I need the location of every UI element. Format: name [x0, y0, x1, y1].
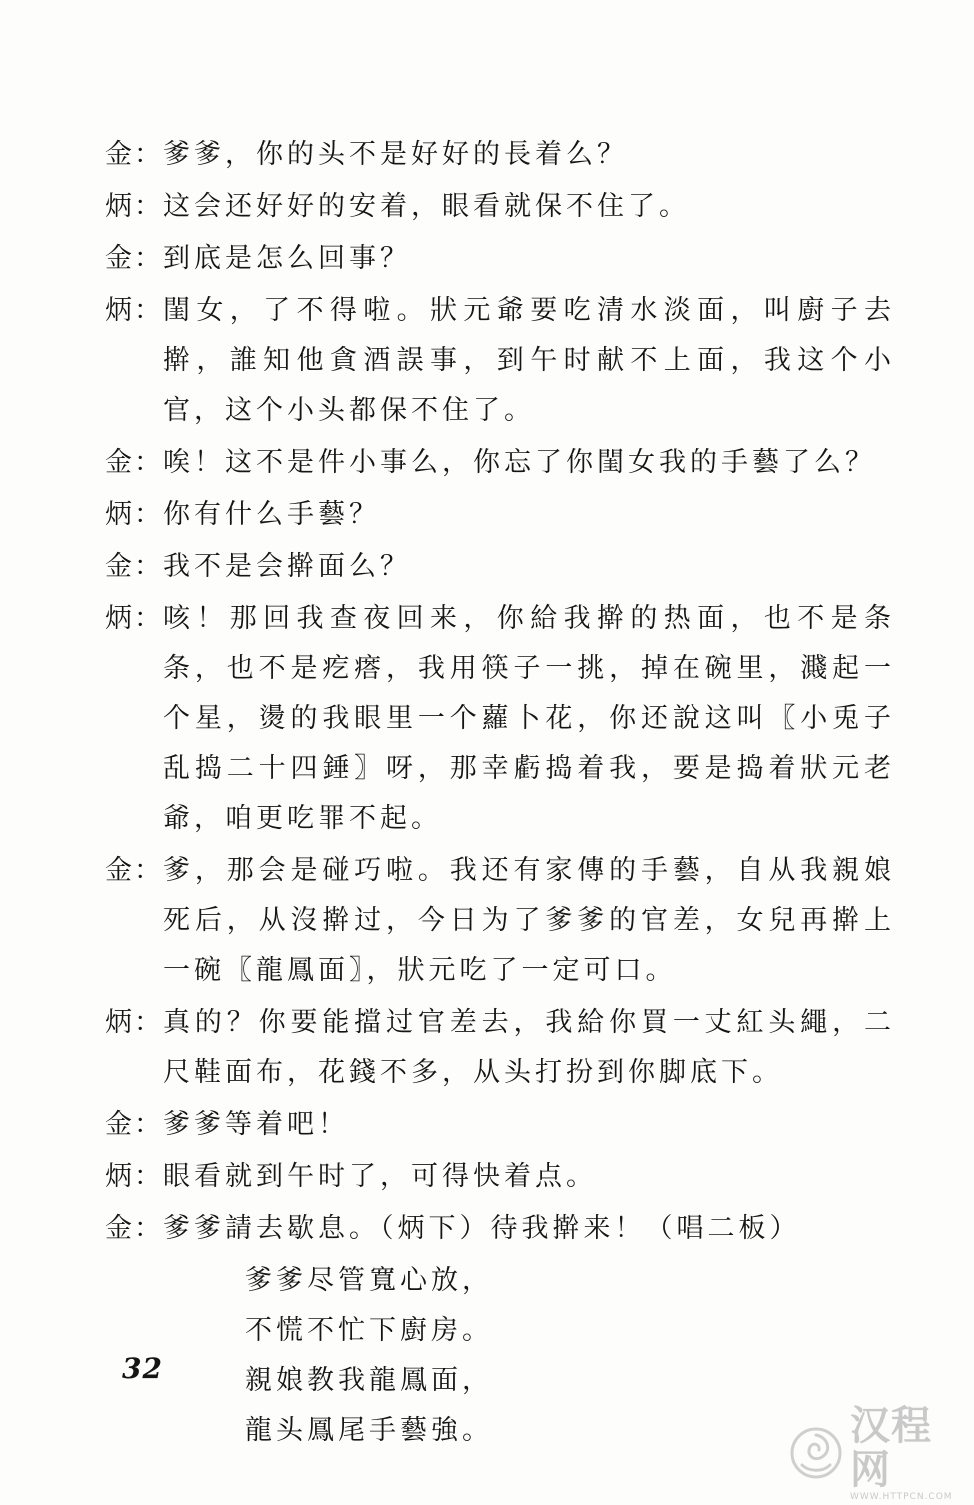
song-line: 親娘教我龍鳳面， — [245, 1365, 493, 1396]
speech-text: 真的？你要能擋过官差去，我給你買一丈紅头繩，二尺鞋面布，花錢不多，从头打扮到你脚底下。 — [163, 1007, 895, 1088]
dialogue-line — [105, 234, 895, 284]
speech-text: 爹爹請去歇息。（炳下）待我擀来！（唱二板） — [163, 1213, 801, 1244]
speech-text: 唉！这不是件小事么，你忘了你閨女我的手藝了么？ — [163, 447, 876, 478]
song-line: 龍头鳳尾手藝強。 — [245, 1415, 493, 1446]
speaker-label: 炳： — [105, 295, 163, 326]
speaker-label: 金： — [105, 1213, 163, 1244]
speaker-label: 金： — [105, 139, 163, 170]
dialogue-line — [105, 998, 895, 1098]
script-text — [105, 130, 895, 1456]
speech-text: 閨女，了不得啦。狀元爺要吃清水淡面，叫廚子去擀，誰知他貪酒誤事，到午时献不上面，我这个小官，这个小头都保不住了。 — [163, 295, 895, 426]
speech-text: 你有什么手藝？ — [163, 499, 380, 530]
dialogue-line — [105, 846, 895, 996]
dialogue-line — [105, 1204, 895, 1254]
speaker-label: 炳： — [105, 191, 163, 222]
dialogue-line — [105, 438, 895, 488]
speech-text: 爹爹等着吧！ — [163, 1109, 349, 1140]
dialogue-line — [105, 182, 895, 232]
dialogue-line — [105, 130, 895, 180]
song-line: 不慌不忙下廚房。 — [245, 1315, 493, 1346]
speech-text: 这会还好好的安着，眼看就保不住了。 — [163, 191, 690, 222]
dialogue-line — [105, 1100, 895, 1150]
dialogue-line — [105, 1152, 895, 1202]
speaker-label: 金： — [105, 855, 163, 886]
watermark-name: 汉程网 — [850, 1403, 932, 1493]
speech-text: 爹，那会是碰巧啦。我还有家傳的手藝，自从我親娘死后，从沒擀过，今日为了爹爹的官差，女兒再擀上一碗〖龍鳳面〗，狀元吃了一定可口。 — [163, 855, 895, 986]
dialogue-line — [105, 490, 895, 540]
speech-text: 眼看就到午时了，可得快着点。 — [163, 1161, 597, 1192]
speaker-label: 金： — [105, 551, 163, 582]
swirl-logo-icon — [788, 1425, 844, 1481]
watermark-url: WWW.HTTPCN.COM — [850, 1492, 953, 1502]
site-watermark — [788, 1403, 968, 1502]
speaker-label: 炳： — [105, 1007, 163, 1038]
speech-text: 我不是会擀面么？ — [163, 551, 411, 582]
song-line: 爹爹尽管寬心放， — [245, 1265, 493, 1296]
dialogue-line — [105, 286, 895, 436]
speech-text: 咳！那回我查夜回来，你給我擀的热面，也不是条条，也不是疙瘩，我用筷子一挑，掉在碗里，濺起一个星，燙的我眼里一个蘿卜花，你还說这叫〖小兎子乱捣二十四錘〗呀，那幸虧捣着我，要是捣着狀元老爺，咱更吃罪不起。 — [163, 603, 895, 834]
speaker-label: 金： — [105, 1109, 163, 1140]
speaker-label: 金： — [105, 243, 163, 274]
speaker-label: 炳： — [105, 603, 163, 634]
speaker-label: 炳： — [105, 499, 163, 530]
speech-text: 到底是怎么回事？ — [163, 243, 411, 274]
dialogue-line — [105, 594, 895, 844]
page-number: 32 — [122, 1352, 163, 1385]
speaker-label: 金： — [105, 447, 163, 478]
dialogue-line — [105, 542, 895, 592]
speech-text: 爹爹，你的头不是好好的長着么？ — [163, 139, 628, 170]
speaker-label: 炳： — [105, 1161, 163, 1192]
